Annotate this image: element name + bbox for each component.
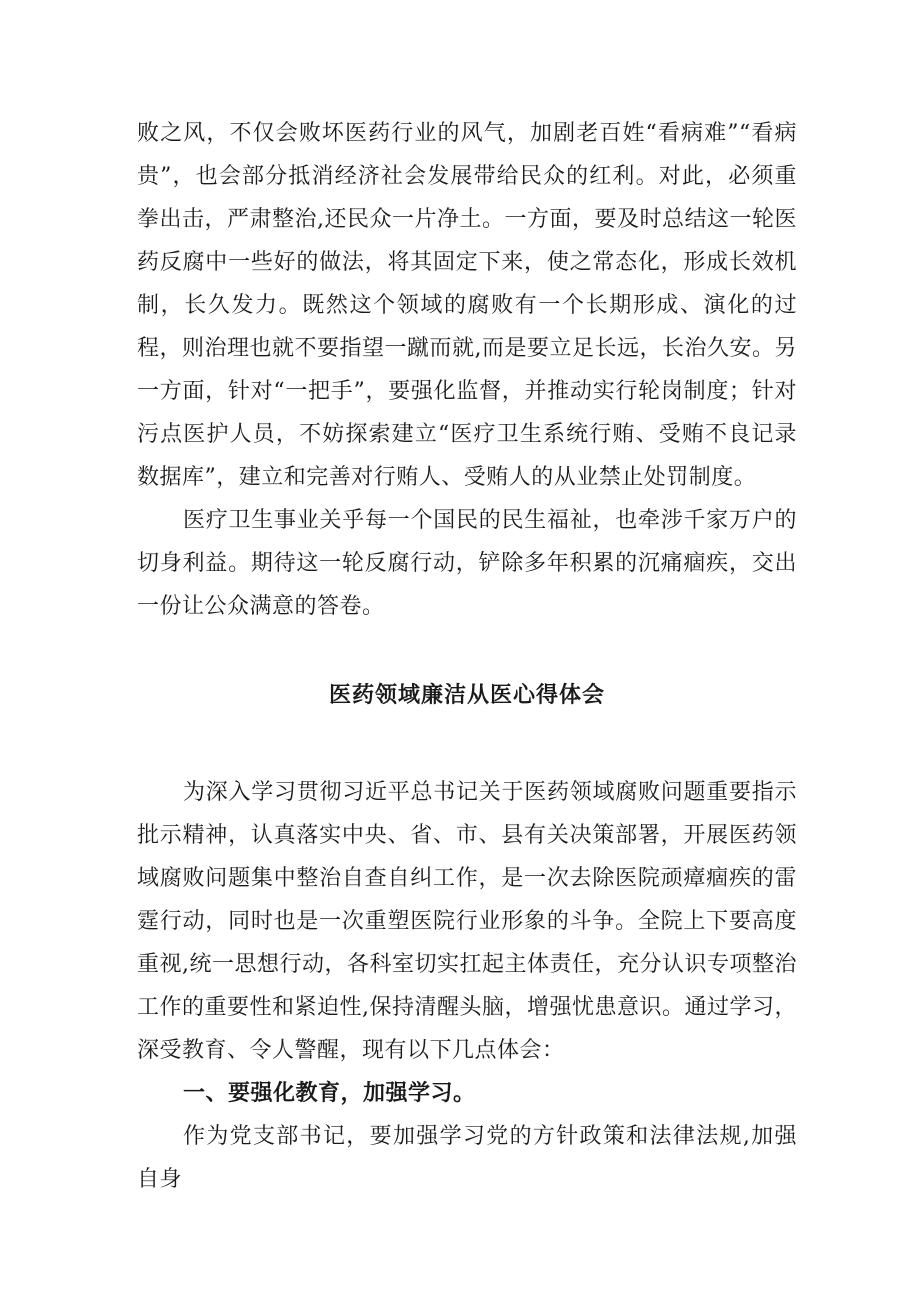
body-paragraph-continued: 败之风，不仅会败坏医药行业的风气，加剧老百姓“看病难”“看病贵”，也会部分抵消经济社会发展带给民众的红利。对此，必须重拳出击，严肃整治,还民众一片净土。一方面，要及时总结这一轮医药反腐中一些好的做法，将其固定下来，使之常态化，形成长效机制，长久发力。既然这个领域的腐败有一个长期形成、演化的过程，则治理也就不要指望一蹴而就,而是要立足长远，长治久安。另一方面，针对“一把手”，要强化监督，并推动实行轮岗制度；针对污点医护人员，不妨探索建立“医疗卫生系统行贿、受贿不良记录数据库”，建立和完善对行贿人、受贿人的从业禁止处罚制度。 [137,121,797,490]
article-title: 医药领域廉洁从医心得体会 [328,683,605,708]
body-paragraph-closing: 医疗卫生事业关乎每一个国民的民生福祉，也牵涉千家万户的切身利益。期待这一轮反腐行动，铲除多年积累的沉痛痼疾，交出一份让公众满意的答卷。 [137,508,797,619]
intro-paragraph: 为深入学习贯彻习近平总书记关于医药领域腐败问题重要指示批示精神，认真落实中央、省、市、县有关决策部署，开展医药领域腐败问题集中整治自查自纠工作，是一次去除医院顽瘴痼疾的雷霆行动，同时也是一次重塑医院行业形象的斗争。全院上下要高度重视,统一思想行动，各科室切实扛起主体责任，充分认识专项整治工作的重要性和紧迫性,保持清醒头脑，增强忧患意识。通过学习，深受教育、令人警醒，现有以下几点体会： [137,780,797,1063]
section-heading-1: 一、要强化教育，加强学习。 [183,1081,476,1106]
section-1-paragraph: 作为党支部书记，要加强学习党的方针政策和法律法规,加强自身 [137,1124,797,1192]
document-page [137,112,797,1201]
